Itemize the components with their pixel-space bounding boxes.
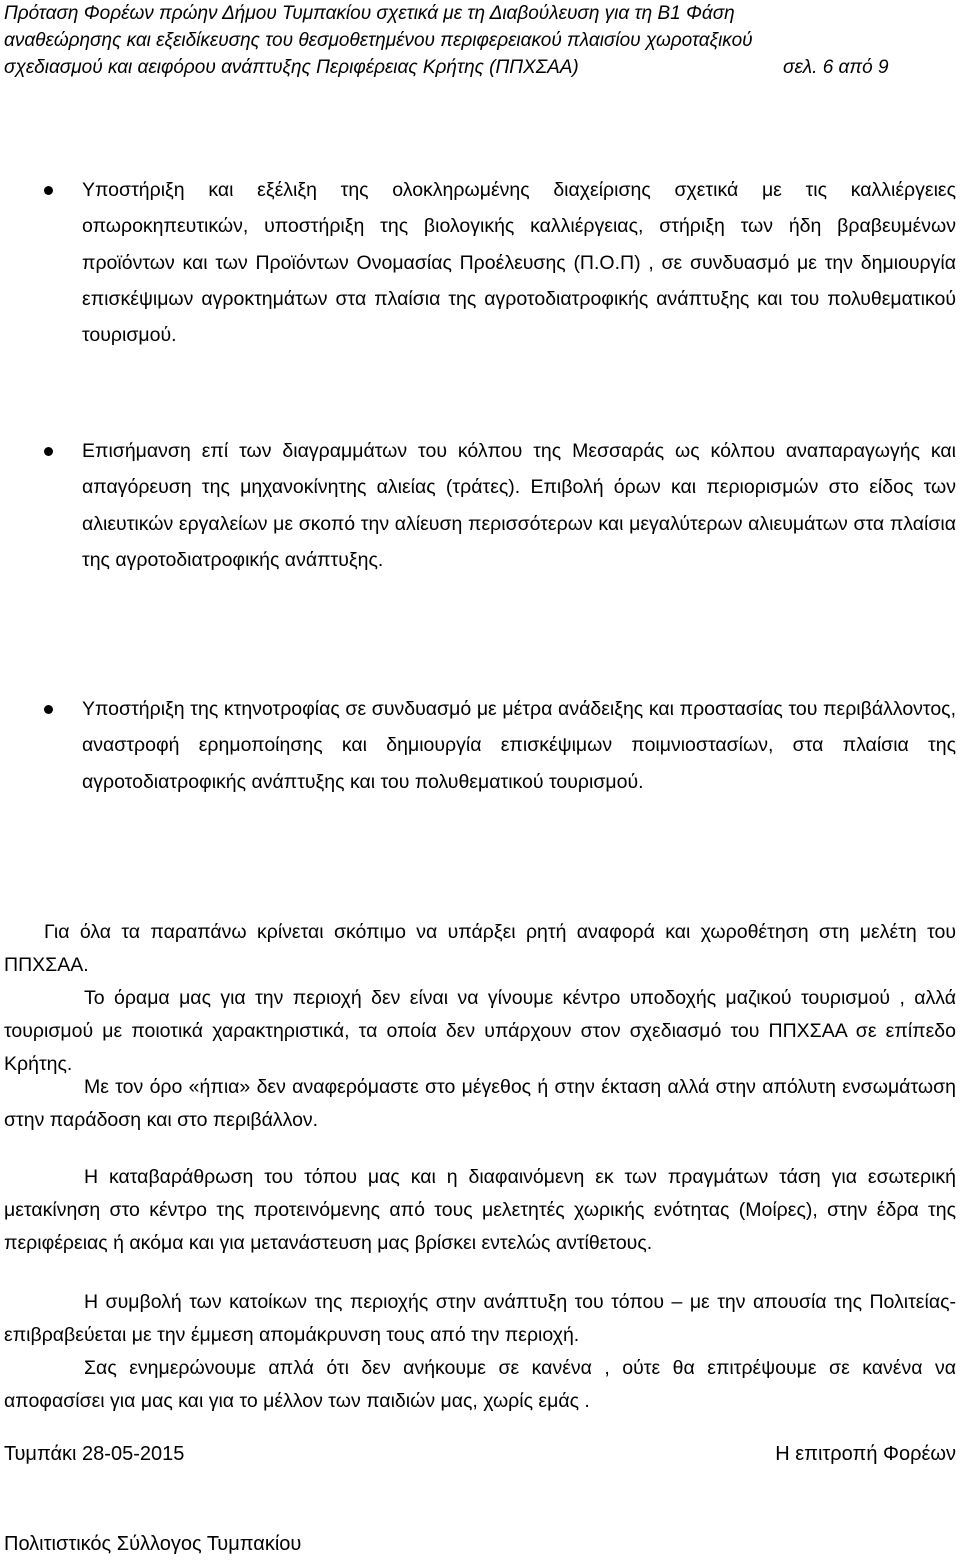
header-line-1: Πρόταση Φορέων πρώην Δήμου Τυμπακίου σχετικά με τη Διαβούλευση για τη Β1 Φάση	[4, 3, 735, 24]
paragraph-6: Σας ενημερώνουμε απλά ότι δεν ανήκουμε σε κανένα , ούτε θα επιτρέψουμε σε κανένα να αποφασίσει για μας και για το μέλλον των παιδιών μας, χωρίς εμάς .	[4, 1357, 956, 1412]
bullet-dot-icon	[44, 447, 53, 456]
page-number: σελ. 6 από 9	[783, 57, 889, 78]
bullet-item-1: Υποστήριξη και εξέλιξη της ολοκληρωμένης διαχείρισης σχετικά με τις καλλιέργειες οπωροκηπευτικών, υποστήριξη της βιολογικής καλλιέργειας, στήριξη των ήδη βραβευμένων προϊόντων και των Προϊόντων Ονομασίας Προέλευσης (Π.Ο.Π) , σε συνδυασμό με την δημιουργία επισκέψιμων αγροκτημάτων στα πλαίσια της αγροτοδιατροφικής ανάπτυξης και του πολυθεματικού τουρισμού.	[82, 179, 956, 347]
page-header	[4, 0, 954, 81]
paragraph-5: Η συμβολή των κατοίκων της περιοχής στην ανάπτυξη του τόπου – με την απουσία της Πολιτείας- επιβραβεύεται με την έμμεση απομάκρυνση τους από την περιοχή.	[4, 1291, 956, 1346]
paragraph-4: Η καταβαράθρωση του τόπου μας και η διαφαινόμενη εκ των πραγμάτων τάση για εσωτερική μετακίνηση στο κέντρο της προτεινόμενης από τους μελετητές χωρικής ενότητας (Μοίρες), στην έδρα της περιφέρειας ή ακόμα και για μετανάστευση μας βρίσκει εντελώς αντίθετους.	[4, 1166, 956, 1254]
signatory-association: Πολιτιστικός Σύλλογος Τυμπακίου	[4, 1533, 302, 1555]
bullet-item-2: Επισήμανση επί των διαγραμμάτων του κόλπου της Μεσσαράς ως κόλπου αναπαραγωγής και απαγόρευση της μηχανοκίνητης αλιείας (τράτες). Επιβολή όρων και περιορισμών στο είδος των αλιευτικών εργαλείων με σκοπό την αλίευση περισσότερων και μεγαλύτερων αλιευμάτων στα πλαίσια της αγροτοδιατροφικής ανάπτυξης.	[82, 440, 956, 571]
bullet-item-3: Υποστήριξη της κτηνοτροφίας σε συνδυασμό με μέτρα ανάδειξης και προστασίας του περιβάλλοντος, αναστροφή ερημοποίησης και δημιουργία επισκέψιμων ποιμνιοστασίων, στα πλαίσια της αγροτοδιατροφικής ανάπτυξης και του πολυθεματικού τουρισμού.	[82, 698, 956, 793]
paragraph-3: Με τον όρο «ήπια» δεν αναφερόμαστε στο μέγεθος ή στην έκταση αλλά στην απόλυτη ενσωμάτωση στην παράδοση και στο περιβάλλον.	[4, 1076, 956, 1131]
paragraph-2: Το όραμα μας για την περιοχή δεν είναι να γίνουμε κέντρο υποδοχής μαζικού τουρισμού , αλλά τουρισμού με ποιοτικά χαρακτηριστικά, τα οποία δεν υπάρχουν στον σχεδιασμό του ΠΠΧΣΑΑ σε επίπεδο Κρήτης.	[4, 987, 956, 1075]
bullet-dot-icon	[44, 186, 53, 195]
paragraph-1: Για όλα τα παραπάνω κρίνεται σκόπιμο να υπάρξει ρητή αναφορά και χωροθέτηση στη μελέτη του ΠΠΧΣΑΑ.	[4, 921, 956, 976]
bullet-dot-icon	[44, 705, 53, 714]
header-line-3: σχεδιασμού και αειφόρου ανάπτυξης Περιφέρειας Κρήτης (ΠΠΧΣΑΑ)	[4, 57, 579, 78]
header-line-2: αναθεώρησης και εξειδίκευσης του θεσμοθετημένου περιφερειακού πλαισίου χωροταξικού	[4, 30, 753, 51]
signatory-committee: Η επιτροπή Φορέων	[775, 1443, 956, 1465]
place-date: Τυμπάκι 28-05-2015	[4, 1443, 185, 1465]
